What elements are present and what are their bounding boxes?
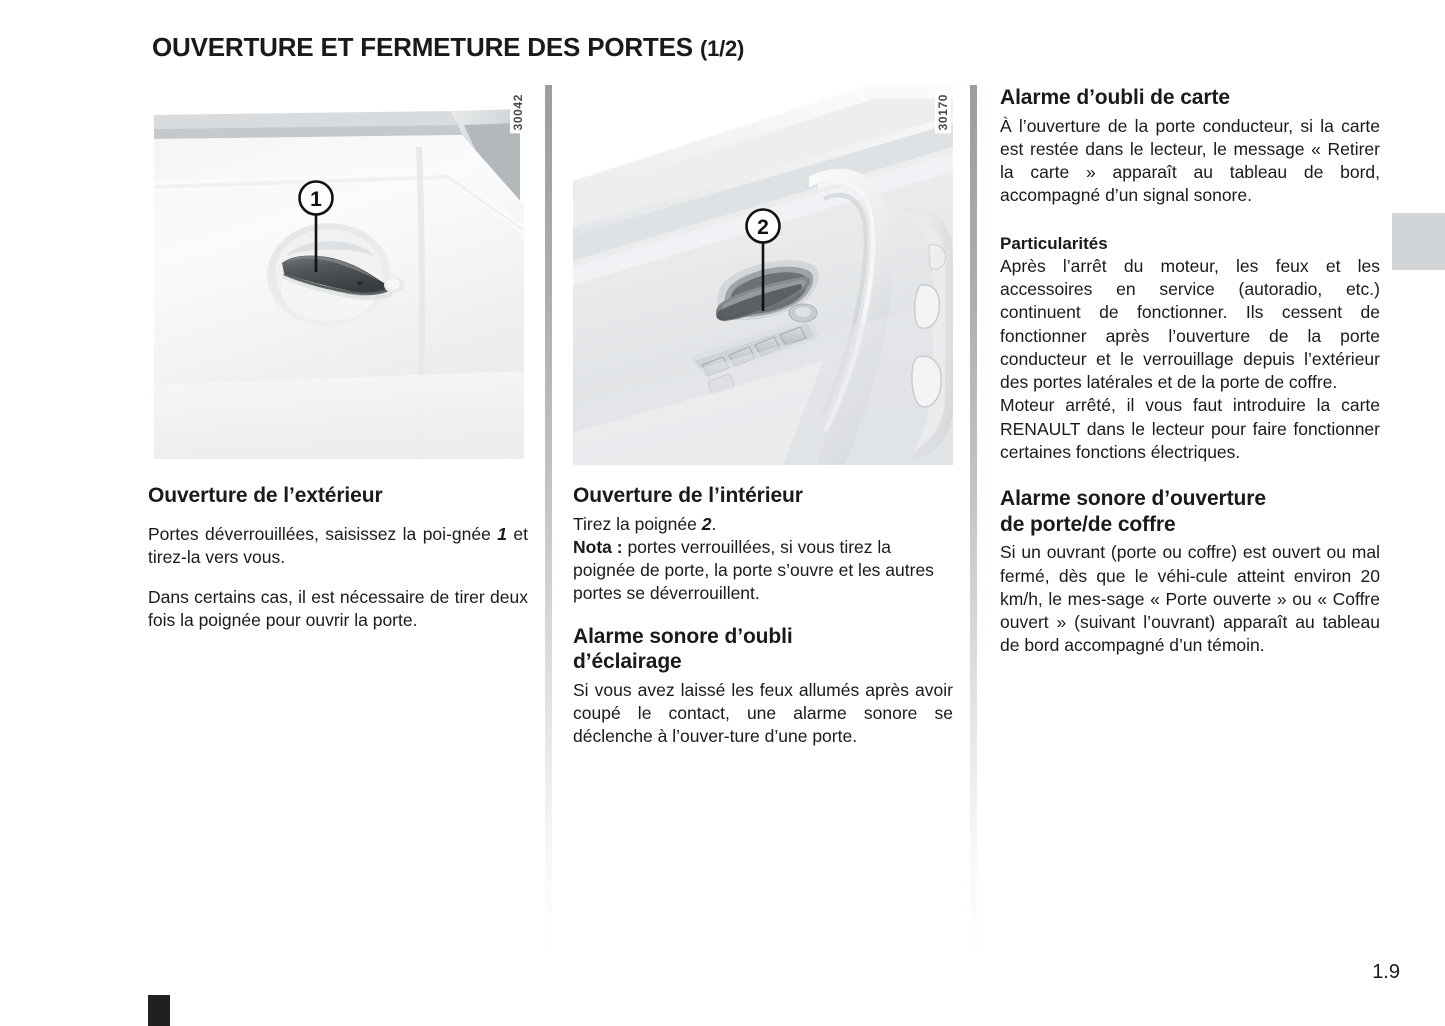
- page-title-suffix: (1/2): [699, 36, 745, 61]
- figure-interior-door-handle: [573, 85, 953, 465]
- figure-reference-number: 30042: [510, 91, 526, 133]
- figure-callout-1: 1: [310, 188, 322, 211]
- section-ouverture-interieur: [573, 483, 953, 606]
- heading-line-1: Alarme sonore d’oubli: [573, 624, 793, 648]
- page-title-main: OUVERTURE ET FERMETURE DES PORTES: [152, 32, 693, 62]
- section-alarme-ouverture-porte-coffre: [1000, 486, 1380, 658]
- figure-exterior-door-handle: [148, 85, 528, 465]
- para-text-pre: Tirez la poignée: [573, 513, 702, 534]
- exterior-door-handle-illustration: [148, 85, 528, 465]
- page-number: 1.9: [1372, 961, 1400, 983]
- callout-ref-2: 2: [701, 513, 712, 534]
- nota-label: Nota :: [573, 536, 623, 557]
- figure-callout-2: 2: [757, 216, 769, 239]
- spacer: [1000, 464, 1380, 486]
- heading-ouverture-interieur: Ouverture de l’intérieur: [573, 484, 803, 507]
- heading-alarme-oubli-carte: Alarme d’oubli de carte: [1000, 86, 1230, 109]
- paragraph-exterieur-2: Dans certains cas, il est nécessaire de tirer deux fois la poignée pour ouvrir la porte.: [148, 587, 528, 631]
- column-two: [573, 85, 953, 749]
- para-text-pre: Portes déverrouillées, saisissez la poi-gnée: [148, 523, 498, 544]
- heading-line-2: de porte/de coffre: [1000, 512, 1176, 536]
- column-divider-2: [970, 85, 977, 960]
- heading-ouverture-exterieur: Ouverture de l’extérieur: [148, 484, 383, 507]
- paragraph-alarme-eclairage: Si vous avez laissé les feux allumés après avoir coupé le contact, une alarme sonore se déclenche à l’ouver-ture d’une porte.: [573, 679, 953, 747]
- heading-alarme-ouverture: [1000, 486, 1380, 537]
- paragraph-alarme-ouverture: Si un ouvrant (porte ou coffre) est ouvert ou mal fermé, dès que le véhi-cule atteint environ 20 km/h, le mes-sage « Porte ouverte » ou « Coffre ouvert » (suivant l’ouvrant) apparaît au tableau de bord accompagné d’un témoin.: [1000, 542, 1380, 656]
- paragraph-alarme-carte: À l’ouverture de la porte conducteur, si la carte est restée dans le lecteur, le message « Retirer la carte » apparaît au tableau de bord, accompagné d’un signal sonore.: [1000, 115, 1380, 206]
- callout-ref-1: 1: [497, 523, 507, 544]
- section-ouverture-exterieur: [148, 483, 528, 633]
- heading-line-2: d’éclairage: [573, 650, 682, 674]
- paragraph-particularites-2: Moteur arrêté, il vous faut introduire la carte RENAULT dans le lecteur pour faire fonctionner certaines fonctions électriques.: [1000, 395, 1380, 462]
- heading-line-1: Alarme sonore d’ouverture: [1000, 487, 1266, 511]
- para-text-post: .: [711, 513, 717, 534]
- column-one: [148, 85, 528, 633]
- column-divider-1: [545, 85, 552, 960]
- figure-reference-number: 30170: [935, 91, 951, 133]
- section-particularites: [1000, 233, 1380, 464]
- section-alarme-oubli-eclairage: [573, 624, 953, 749]
- page-title: [152, 32, 744, 63]
- paragraph-particularites-1: Après l’arrêt du moteur, les feux et les accessoires en service (autoradio, etc.) continuent de fonctionner. Ils cessent de fonctionner après l’ouverture de la porte conducteur et le verrouillage depuis l’extérieur des portes latérales et de la porte de coffre.: [1000, 255, 1380, 393]
- interior-door-handle-illustration: [573, 85, 953, 465]
- section-alarme-oubli-carte: [1000, 85, 1380, 208]
- paragraph-exterieur-1: [148, 523, 528, 570]
- paragraph-nota: [573, 536, 953, 606]
- heading-alarme-eclairage: [573, 624, 953, 675]
- column-three: [1000, 85, 1380, 658]
- paragraph-interieur-1: [573, 513, 953, 536]
- spacer: [1000, 208, 1380, 233]
- para-text-post: et tirez-la vers vous.: [148, 523, 528, 567]
- chapter-edge-tab: [1392, 213, 1445, 270]
- subheading-particularites: Particularités: [1000, 233, 1108, 253]
- bottom-corner-marker: [148, 995, 170, 1026]
- nota-text: portes verrouillées, si vous tirez la poignée de porte, la porte s’ouvre et les autres portes se déverrouillent.: [573, 536, 934, 604]
